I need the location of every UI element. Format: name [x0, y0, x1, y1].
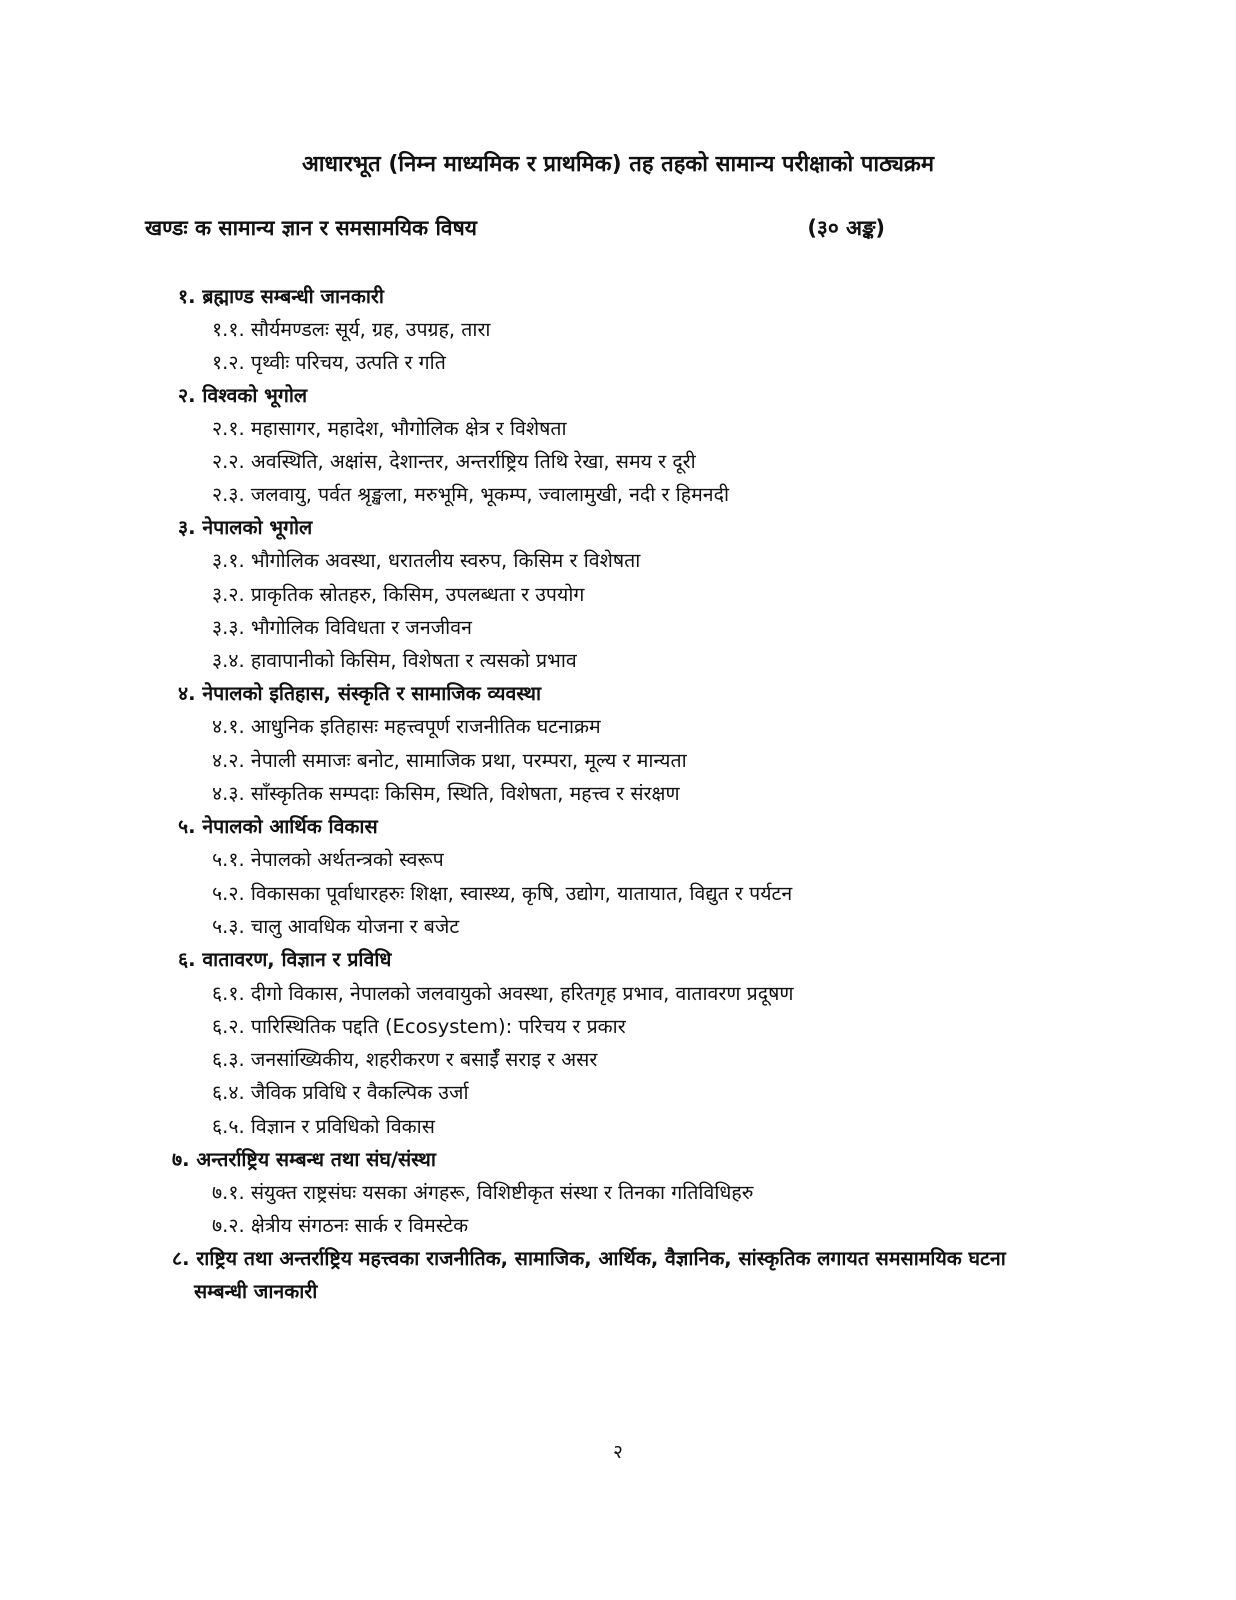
- subtopic-2-2: २.२. अवस्थिति, अक्षांस, देशान्तर, अन्तर्राष्ट्रिय तिथि रेखा, समय र दूरी: [212, 450, 696, 473]
- topic-heading-2: २. विश्वको भूगोल: [178, 384, 308, 407]
- page-number: २: [613, 1441, 623, 1463]
- topic-heading-8: [172, 1242, 1092, 1308]
- topic-8-line-2: सम्बन्धी जानकारी: [194, 1280, 318, 1303]
- section-marks: (३० अङ्क): [807, 216, 885, 240]
- document-title: आधारभूत (निम्न माध्यमिक र प्राथमिक) तह तहको सामान्य परीक्षाको पाठ्यक्रम: [301, 152, 934, 177]
- subtopic-2-3: २.३. जलवायु, पर्वत श्रृङ्खला, मरुभूमि, भूकम्प, ज्वालामुखी, नदी र हिमनदी: [212, 483, 730, 506]
- subtopic-6-2: ६.२. पारिस्थितिक पद्दति (Ecosystem): परिचय र प्रकार: [212, 1015, 626, 1038]
- subtopic-6-5: ६.५. विज्ञान र प्रविधिको विकास: [212, 1115, 435, 1138]
- topic-heading-3: ३. नेपालको भूगोल: [178, 516, 313, 539]
- topic-heading-1: १. ब्रह्माण्ड सम्बन्धी जानकारी: [178, 285, 384, 308]
- topic-8-line-1: ८. राष्ट्रिय तथा अन्तर्राष्ट्रिय महत्त्वका राजनीतिक, सामाजिक, आर्थिक, वैज्ञानिक, सांस्कृतिक लगायत समसामयिक घटना: [172, 1247, 1006, 1270]
- topic-heading-5: ५. नेपालको आर्थिक विकास: [178, 815, 378, 838]
- subtopic-5-3: ५.३. चालु आवधिक योजना र बजेट: [212, 915, 460, 938]
- subtopic-3-2: ३.२. प्राकृतिक स्रोतहरु, किसिम, उपलब्धता र उपयोग: [212, 583, 585, 606]
- subtopic-6-4: ६.४. जैविक प्रविधि र वैकल्पिक उर्जा: [212, 1081, 469, 1104]
- subtopic-4-3: ४.३. साँस्कृतिक सम्पदाः किसिम, स्थिति, विशेषता, महत्त्व र संरक्षण: [212, 782, 680, 805]
- topic-heading-7: ७. अन्तर्राष्ट्रिय सम्बन्ध तथा संघ/संस्था: [172, 1148, 436, 1171]
- subtopic-3-1: ३.१. भौगोलिक अवस्था, धरातलीय स्वरुप, किसिम र विशेषता: [212, 549, 641, 572]
- subtopic-3-3: ३.३. भौगोलिक विविधता र जनजीवन: [212, 616, 472, 639]
- section-title: खण्डः क सामान्य ज्ञान र समसामयिक विषय: [145, 216, 477, 240]
- subtopic-5-1: ५.१. नेपालको अर्थतन्त्रको स्वरूप: [212, 848, 444, 871]
- subtopic-7-1: ७.१. संयुक्त राष्ट्रसंघः यसका अंगहरू, विशिष्टीकृत संस्था र तिनका गतिविधिहरु: [212, 1181, 754, 1204]
- subtopic-1-2: १.२. पृथ्वीः परिचय, उत्पति र गति: [212, 351, 446, 374]
- subtopic-6-3: ६.३. जनसांख्यिकीय, शहरीकरण र बसाईँ सराइ र असर: [212, 1048, 598, 1071]
- subtopic-3-4: ३.४. हावापानीको किसिम, विशेषता र त्यसको प्रभाव: [212, 649, 577, 672]
- subtopic-1-1: १.१. सौर्यमण्डलः सूर्य, ग्रह, उपग्रह, तारा: [212, 318, 491, 341]
- subtopic-4-1: ४.१. आधुनिक इतिहासः महत्त्वपूर्ण राजनीतिक घटनाक्रम: [212, 715, 601, 738]
- subtopic-4-2: ४.२. नेपाली समाजः बनोट, सामाजिक प्रथा, परम्परा, मूल्य र मान्यता: [212, 749, 687, 772]
- topic-heading-6: ६. वातावरण, विज्ञान र प्रविधि: [178, 948, 392, 971]
- section-heading: [145, 214, 885, 242]
- subtopic-5-2: ५.२. विकासका पूर्वाधारहरुः शिक्षा, स्वास्थ्य, कृषि, उद्योग, यातायात, विद्युत र पर्यटन: [212, 882, 793, 905]
- subtopic-6-1: ६.१. दीगो विकास, नेपालको जलवायुको अवस्था, हरितगृह प्रभाव, वातावरण प्रदूषण: [212, 982, 794, 1005]
- subtopic-2-1: २.१. महासागर, महादेश, भौगोलिक क्षेत्र र विशेषता: [212, 417, 567, 440]
- topic-heading-4: ४. नेपालको इतिहास, संस्कृति र सामाजिक व्यवस्था: [178, 682, 542, 705]
- subtopic-7-2: ७.२. क्षेत्रीय संगठनः सार्क र विमस्टेक: [212, 1214, 469, 1237]
